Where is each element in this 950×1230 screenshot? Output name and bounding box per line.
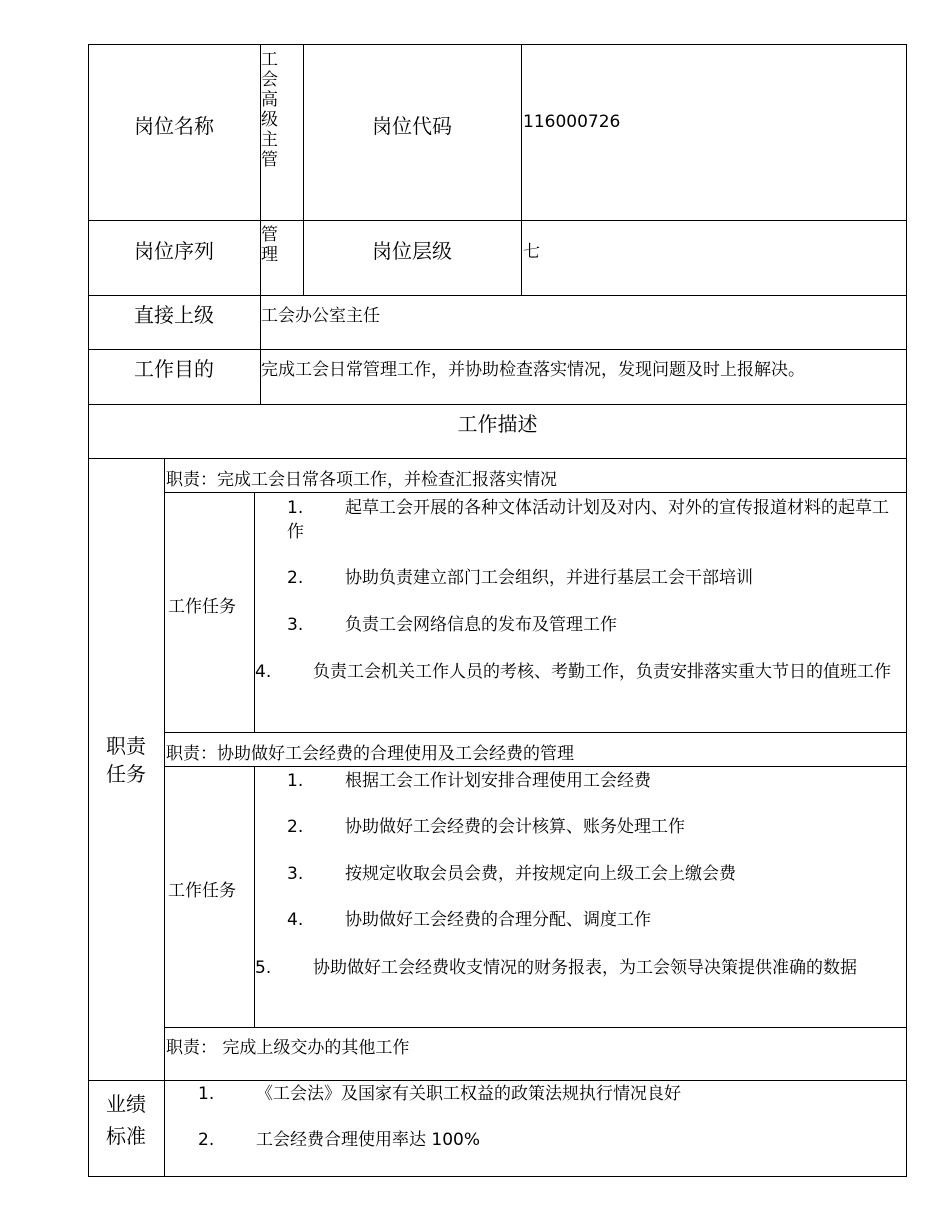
row-divider [88,458,907,459]
position-name-value: 工会高级主管 [261,50,278,170]
row-divider [88,1080,907,1081]
table-border-top [88,44,907,45]
position-level-value: 七 [523,242,540,262]
work-purpose-value: 完成工会日常管理工作，并协助检查落实情况，发现问题及时上报解决。 [261,360,805,380]
duty-1-task-label: 工作任务 [168,597,236,617]
row-divider [88,220,907,221]
performance-item: 1. 《工会法》及国家有关职工权益的政策法规执行情况良好 [198,1084,681,1104]
duty-3-title: 职责： 完成上级交办的其他工作 [166,1038,410,1058]
col-divider [254,766,255,1028]
position-level-label: 岗位层级 [372,239,452,263]
duty-2-task: 5. 协助做好工会经费收支情况的财务报表，为工会领导决策提供准确的数据 [255,958,857,978]
performance-item: 2. 工会经费合理使用率达 100% [198,1130,481,1150]
duty-2-task: 1. 根据工会工作计划安排合理使用工会经费 [287,771,651,791]
direct-superior-label: 直接上级 [134,303,214,327]
row-divider [164,492,907,493]
table-border-bottom [88,1176,907,1177]
position-name-label: 岗位名称 [134,114,214,138]
table-border-left [88,44,89,1177]
duty-1-task: 3. 负责工会网络信息的发布及管理工作 [287,615,617,635]
row-divider [88,349,907,350]
row-divider [88,295,907,296]
row-divider [164,1027,907,1028]
position-code-label: 岗位代码 [372,114,452,138]
work-purpose-label: 工作目的 [134,357,214,381]
position-sequence-label: 岗位序列 [134,239,214,263]
col-divider [254,492,255,733]
position-code-value: 116000726 [523,112,621,132]
duty-1-task: 4. 负责工会机关工作人员的考核、考勤工作，负责安排落实重大节日的值班工作 [255,662,891,682]
direct-superior-value: 工会办公室主任 [261,306,380,326]
table-border-right [906,44,907,1177]
duty-1-task: 2. 协助负责建立部门工会组织，并进行基层工会干部培训 [287,568,753,588]
col-divider [164,458,165,1177]
duty-2-title: 职责：协助做好工会经费的合理使用及工会经费的管理 [166,744,574,764]
row-divider [88,404,907,405]
duty-1-title: 职责：完成工会日常各项工作，并检查汇报落实情况 [166,470,557,490]
duties-label: 职责任务 [106,734,146,786]
performance-label: 业绩标准 [106,1092,146,1148]
work-description-title: 工作描述 [457,412,538,436]
duty-2-task: 2. 协助做好工会经费的会计核算、账务处理工作 [287,817,685,837]
col-divider [521,44,522,295]
duty-2-task-label: 工作任务 [168,881,236,901]
duty-1-task: 1. 起草工会开展的各种文体活动计划及对内、对外的宣传报道材料的起草工作 [287,498,889,542]
duty-2-task: 3. 按规定收取会员会费，并按规定向上级工会上缴会费 [287,864,736,884]
duty-2-task: 4. 协助做好工会经费的合理分配、调度工作 [287,910,651,930]
row-divider [164,766,907,767]
position-sequence-value: 管理 [261,225,278,265]
row-divider [164,732,907,733]
